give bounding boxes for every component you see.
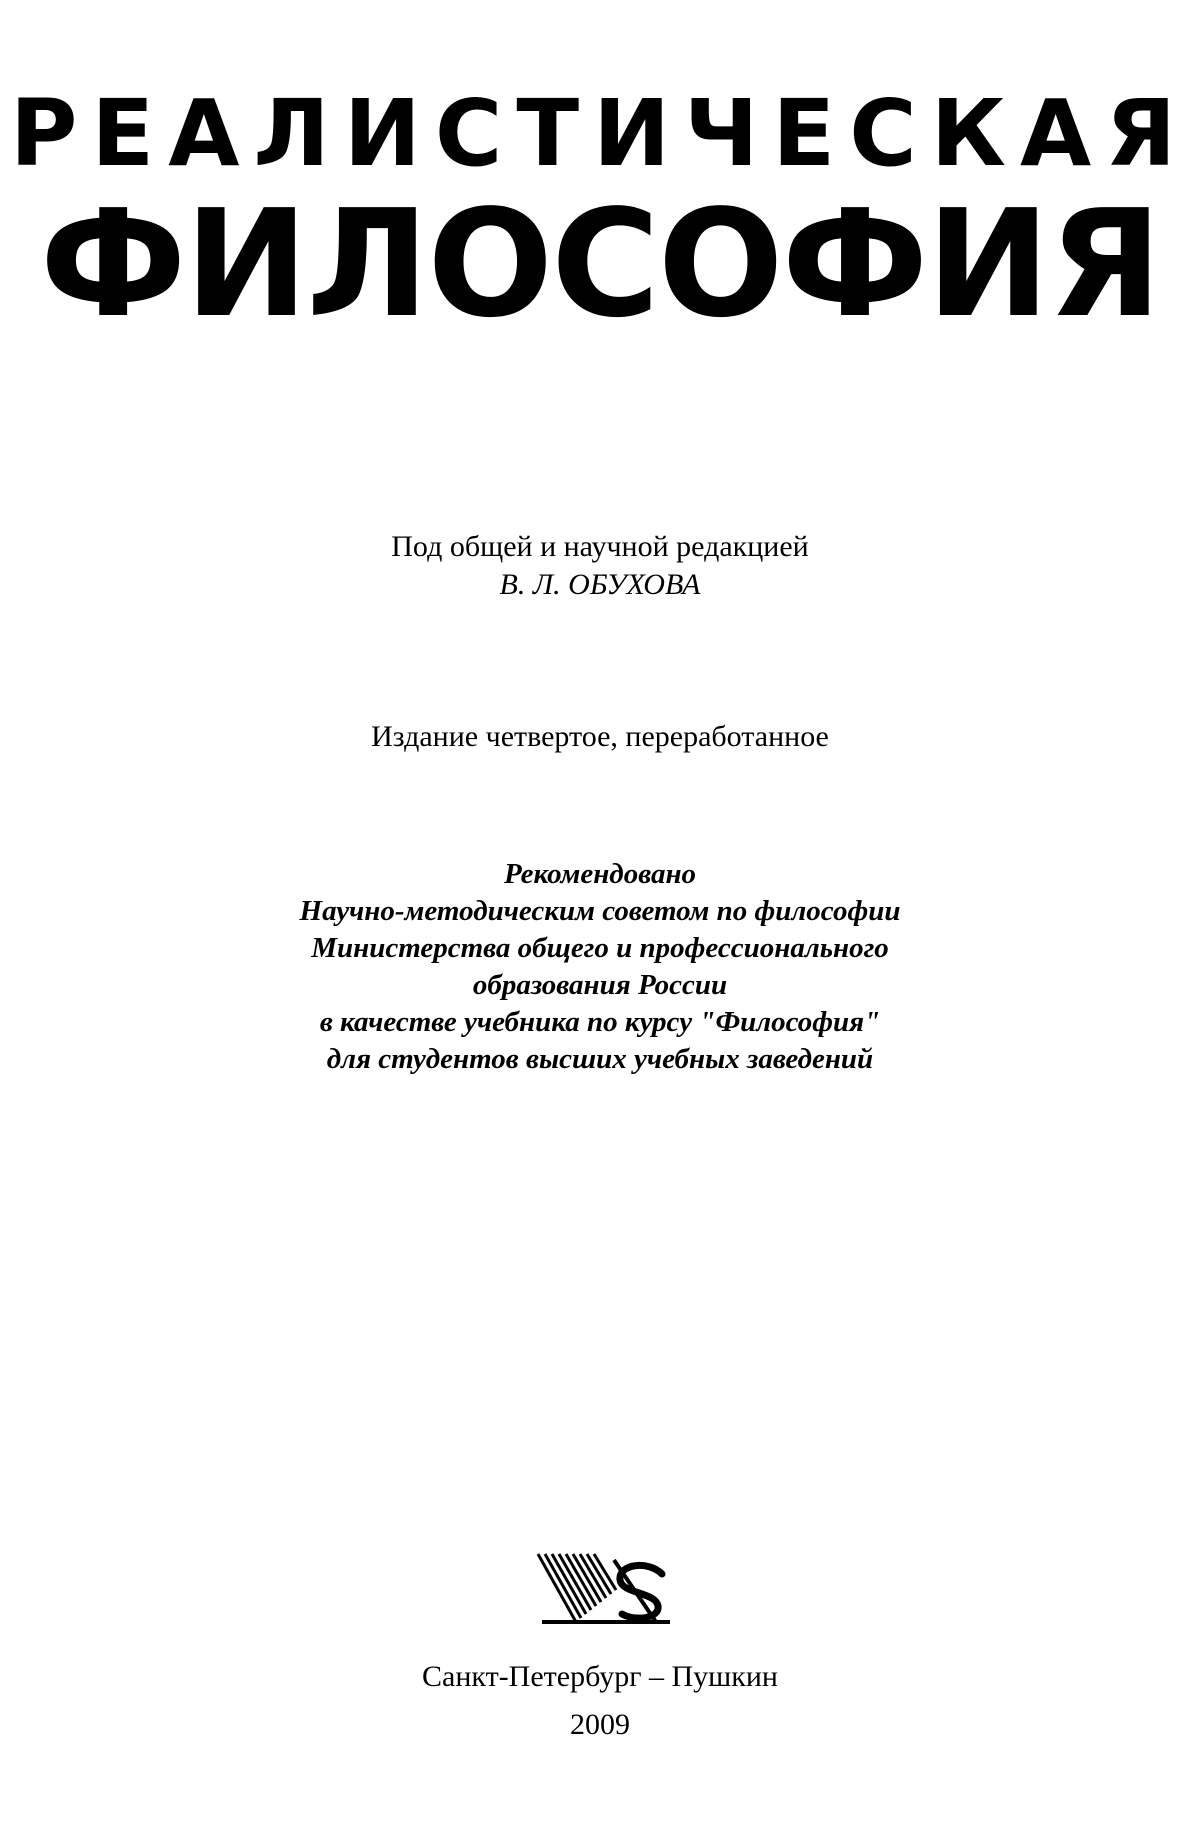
recommendation-line: в качестве учебника по курсу "Философия" (319, 1006, 881, 1038)
recommendation-line: Министерства общего и профессионального (311, 932, 889, 964)
recommendation-line: Научно-методическим советом по философии (299, 895, 901, 927)
publication-city: Санкт-Петербург – Пушкин (422, 1660, 778, 1693)
book-title-line-2: ФИЛОСОФИЯ (39, 178, 1161, 350)
publication-year: 2009 (570, 1708, 630, 1741)
book-title-line-1: РЕАЛИСТИЧЕСКАЯ (9, 80, 1191, 187)
recommendation-block (0, 856, 1200, 1078)
editor-block (0, 528, 1200, 604)
recommendation-line: образования России (472, 969, 728, 1001)
recommendation-line: для студентов высших учебных заведений (326, 1043, 874, 1075)
editor-name: В. Л. ОБУХОВА (499, 568, 701, 601)
recommendation-line: Рекомендовано (503, 858, 697, 890)
editor-intro: Под общей и научной редакцией (391, 530, 809, 563)
edition-note: Издание четвертое, переработанное (371, 720, 829, 753)
publisher-logo-icon (536, 1552, 672, 1626)
